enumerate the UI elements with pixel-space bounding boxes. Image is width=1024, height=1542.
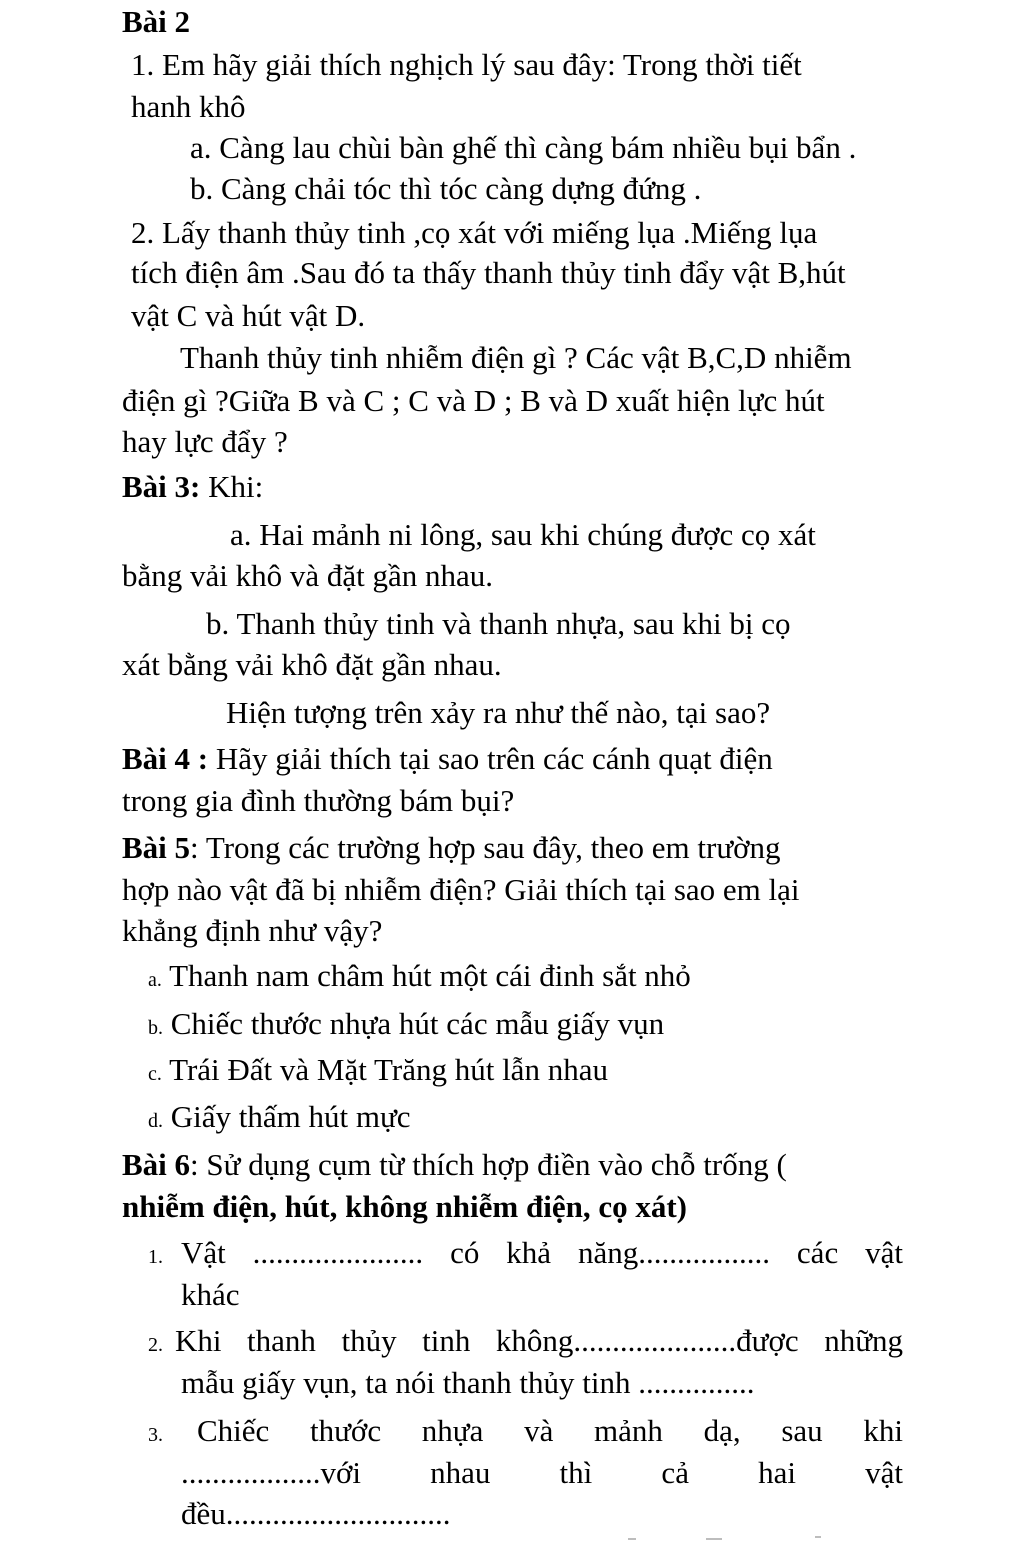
bai2-q2-line2: tích điện âm .Sau đó ta thấy thanh thủy tinh đẩy vật B,hút [131, 255, 846, 290]
bai6-item1-marker: 1. [148, 1246, 163, 1268]
bai6-line1 [122, 1145, 787, 1185]
bai6-item1-line2: khác [181, 1277, 240, 1312]
bai2-q1-line2: hanh khô [131, 89, 246, 124]
bai6-item2-line1: Khi thanh thủy tinh không.....................được những [175, 1323, 903, 1358]
scan-mark [706, 1538, 722, 1540]
bai6-item2-marker: 2. [148, 1334, 163, 1356]
bai5-option-b [148, 1004, 664, 1044]
bai6-label: Bài 6 [122, 1147, 191, 1182]
bai2-q2-line1: 2. Lấy thanh thủy tinh ,cọ xát với miếng lụa .Miếng lụa [131, 215, 818, 250]
scan-mark [628, 1538, 636, 1540]
bai4-line1 [122, 739, 773, 779]
bai3-heading [122, 467, 263, 507]
bai4-label: Bài 4 : [122, 741, 209, 776]
scan-mark [815, 1536, 821, 1538]
bai6-item1-line1: Vật ...................... có khả năng................. các vật [181, 1235, 903, 1270]
option-text: Chiếc thước nhựa hút các mẫu giấy vụn [170, 1006, 665, 1041]
option-marker: a. [148, 969, 162, 991]
bai2-q2-line5: điện gì ?Giữa B và C ; C và D ; B và D xuất hiện lực hút [122, 383, 825, 418]
bai5-label: Bài 5 [122, 830, 191, 865]
bai2-title: Bài 2 [122, 4, 191, 39]
bai3-b-line2: xát bằng vải khô đặt gần nhau. [122, 647, 502, 682]
bai5-line2: hợp nào vật đã bị nhiễm điện? Giải thích tại sao em lại [122, 872, 800, 907]
option-marker: c. [148, 1063, 162, 1085]
bai5-line1 [122, 828, 781, 868]
option-marker: d. [148, 1110, 163, 1132]
bai6-item3-line2: ..................với nhau thì cả hai vật [181, 1455, 903, 1490]
bai6-item3-marker: 3. [148, 1424, 163, 1446]
bai5-option-d [148, 1097, 411, 1137]
bai4-text: Hãy giải thích tại sao trên các cánh quạt điện [208, 741, 773, 776]
bai6-item3-line3: đều............................. [181, 1496, 451, 1531]
bai6-item3-line1: Chiếc thước nhựa và mảnh dạ, sau khi [197, 1413, 903, 1448]
bai5-text: : Trong các trường hợp sau đây, theo em trường [190, 830, 781, 865]
bai3-question: Hiện tượng trên xảy ra như thế nào, tại sao? [226, 695, 771, 730]
bai2-q2-line3: vật C và hút vật D. [131, 298, 366, 333]
bai2-q2-line6: hay lực đẩy ? [122, 424, 288, 459]
bai3-b-line1: b. Thanh thủy tinh và thanh nhựa, sau khi bị cọ [206, 606, 791, 641]
option-text: Trái Đất và Mặt Trăng hút lẫn nhau [169, 1052, 608, 1087]
bai3-label: Bài 3: [122, 469, 201, 504]
bai3-a-line1: a. Hai mảnh ni lông, sau khi chúng được cọ xát [230, 517, 816, 552]
option-text: Giấy thấm hút mực [170, 1099, 411, 1134]
bai2-q1-line1: 1. Em hãy giải thích nghịch lý sau đây: Trong thời tiết [131, 47, 802, 82]
option-marker: b. [148, 1017, 163, 1039]
bai5-option-a [148, 956, 691, 996]
bai5-option-c [148, 1050, 608, 1090]
bai6-line2 [122, 1187, 687, 1227]
bai6-item2-line2: mẫu giấy vụn, ta nói thanh thủy tinh ............... [181, 1365, 755, 1400]
bai5-line3: khẳng định như vậy? [122, 913, 383, 948]
bai6-text: : Sử dụng cụm từ thích hợp điền vào chỗ trống ( [190, 1147, 787, 1182]
bai4-line2: trong gia đình thường bám bụi? [122, 783, 515, 818]
bai3-intro: Khi: [200, 469, 264, 504]
bai2-q1-option-b: b. Càng chải tóc thì tóc càng dựng đứng . [190, 171, 702, 206]
option-text: Thanh nam châm hút một cái đinh sắt nhỏ [169, 958, 691, 993]
bai2-q2-line4: Thanh thủy tinh nhiễm điện gì ? Các vật B,C,D nhiễm [180, 340, 852, 375]
bai3-a-line2: bằng vải khô và đặt gần nhau. [122, 558, 494, 593]
bai6-word-list: nhiễm điện, hút, không nhiễm điện, cọ xát) [122, 1189, 687, 1224]
bai2-q1-option-a: a. Càng lau chùi bàn ghế thì càng bám nhiều bụi bẩn . [190, 130, 857, 165]
